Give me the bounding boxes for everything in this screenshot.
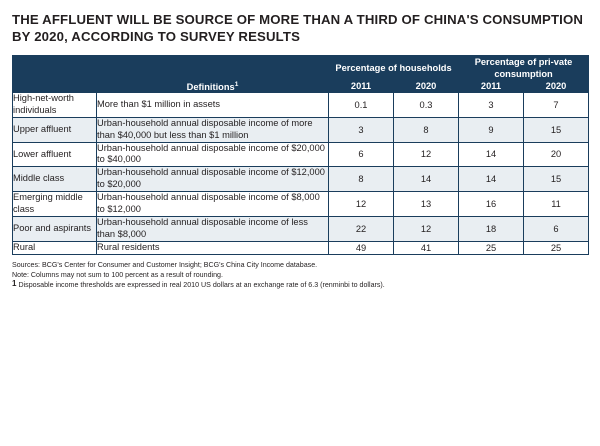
header-definitions-footnote-mark: 1 — [234, 80, 239, 88]
page-title: THE AFFLUENT WILL BE SOURCE OF MORE THAN A THIRD OF CHINA'S CONSUMPTION BY 2020, ACCORDING TO SURVEY RESULTS — [12, 12, 584, 44]
row-households-2020: 8 — [394, 117, 459, 142]
row-consumption-2020: 25 — [524, 241, 589, 254]
header-households-2020: 2020 — [394, 80, 459, 92]
row-households-2020: 41 — [394, 241, 459, 254]
row-households-2011: 22 — [329, 216, 394, 241]
row-category: Lower affluent — [13, 142, 97, 167]
header-definitions-label: Definitions — [186, 82, 235, 93]
table-row — [13, 167, 589, 192]
header-group-consumption: Percentage of pri-vate consumption — [459, 55, 589, 80]
row-consumption-2011: 18 — [459, 216, 524, 241]
sources-line: Sources: BCG's Center for Consumer and Customer Insight; BCG's China City Income database. — [12, 260, 318, 269]
row-consumption-2011: 14 — [459, 142, 524, 167]
row-consumption-2011: 16 — [459, 192, 524, 217]
table-row — [13, 142, 589, 167]
row-consumption-2011: 9 — [459, 117, 524, 142]
header-group-households: Percentage of households — [329, 55, 459, 80]
row-consumption-2020: 20 — [524, 142, 589, 167]
table-row — [13, 117, 589, 142]
table-group-header-row — [13, 55, 589, 80]
notes-block — [12, 260, 588, 290]
row-category: Middle class — [13, 167, 97, 192]
footnote-text: Disposable income thresholds are expressed in real 2010 US dollars at an exchange rate of 6.3 (renminbi to dollars). — [18, 280, 385, 289]
row-consumption-2011: 14 — [459, 167, 524, 192]
row-consumption-2020: 6 — [524, 216, 589, 241]
row-households-2020: 0.3 — [394, 93, 459, 118]
row-consumption-2020: 11 — [524, 192, 589, 217]
row-households-2020: 14 — [394, 167, 459, 192]
row-consumption-2020: 15 — [524, 117, 589, 142]
row-definition: Urban-household annual disposable income of more than $40,000 but less than $1 million — [97, 117, 329, 142]
footnote-mark: 1 — [12, 278, 17, 288]
row-households-2020: 13 — [394, 192, 459, 217]
table-row — [13, 241, 589, 254]
row-consumption-2020: 15 — [524, 167, 589, 192]
row-households-2011: 3 — [329, 117, 394, 142]
row-definition: More than $1 million in assets — [97, 93, 329, 118]
header-households-2011: 2011 — [329, 80, 394, 92]
header-consumption-2011: 2011 — [459, 80, 524, 92]
row-category: Upper affluent — [13, 117, 97, 142]
row-households-2011: 6 — [329, 142, 394, 167]
row-consumption-2020: 7 — [524, 93, 589, 118]
row-consumption-2011: 25 — [459, 241, 524, 254]
header-consumption-2020: 2020 — [524, 80, 589, 92]
row-definition: Urban-household annual disposable income of less than $8,000 — [97, 216, 329, 241]
footnote-row — [12, 280, 588, 290]
row-definition: Rural residents — [97, 241, 329, 254]
table-head — [13, 55, 589, 92]
row-consumption-2011: 3 — [459, 93, 524, 118]
table-row — [13, 216, 589, 241]
table-body — [13, 93, 589, 255]
row-households-2020: 12 — [394, 216, 459, 241]
row-households-2020: 12 — [394, 142, 459, 167]
row-definition: Urban-household annual disposable income of $12,000 to $20,000 — [97, 167, 329, 192]
row-category: High-net-worth individuals — [13, 93, 97, 118]
row-households-2011: 12 — [329, 192, 394, 217]
header-definitions — [97, 80, 329, 92]
row-households-2011: 49 — [329, 241, 394, 254]
row-households-2011: 0.1 — [329, 93, 394, 118]
table-row — [13, 192, 589, 217]
consumption-table — [12, 55, 589, 255]
header-category-column — [13, 80, 97, 92]
header-spacer-definitions — [97, 55, 329, 80]
row-definition: Urban-household annual disposable income of $8,000 to $12,000 — [97, 192, 329, 217]
row-category: Emerging middle class — [13, 192, 97, 217]
row-definition: Urban-household annual disposable income of $20,000 to $40,000 — [97, 142, 329, 167]
row-category: Poor and aspirants — [13, 216, 97, 241]
note-line: Note: Columns may not sum to 100 percent as a result of rounding. — [12, 270, 223, 279]
row-category: Rural — [13, 241, 97, 254]
row-households-2011: 8 — [329, 167, 394, 192]
header-spacer-category — [13, 55, 97, 80]
table-column-header-row — [13, 80, 589, 92]
table-row — [13, 93, 589, 118]
